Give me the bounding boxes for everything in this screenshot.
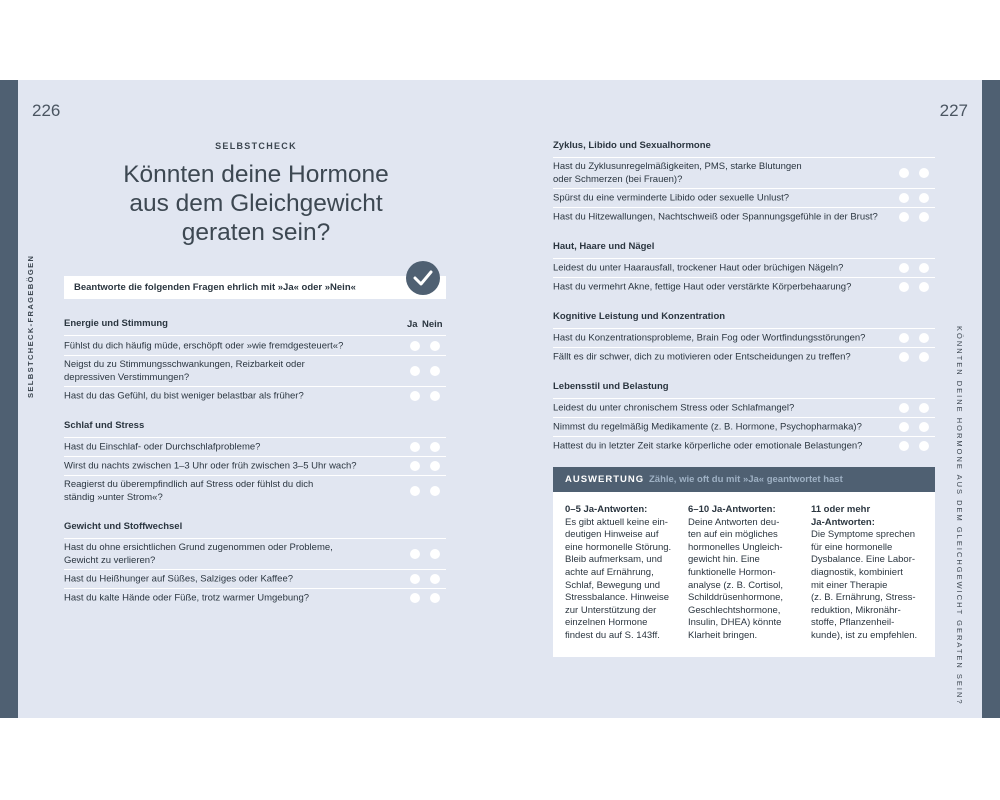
question-line: Gewicht zu verlieren? bbox=[64, 555, 156, 566]
title-line: Könnten deine Hormone bbox=[123, 161, 389, 188]
result-line: Geschlechtshormone, bbox=[688, 604, 781, 616]
answer-yes-circle-icon[interactable] bbox=[899, 352, 909, 362]
question-text bbox=[64, 592, 309, 605]
question-line: Leidest du unter chronischem Stress oder Schlafmangel? bbox=[553, 402, 795, 414]
result-line: Klarheit bringen. bbox=[688, 629, 758, 641]
page-title bbox=[80, 160, 432, 247]
question-text bbox=[553, 160, 802, 186]
answer-yes-circle-icon[interactable] bbox=[410, 341, 420, 351]
question-line: Leidest du unter Haarausfall, trockener Haut oder brüchigen Nägeln? bbox=[553, 262, 844, 274]
side-label-left: SELBSTCHECK-FRAGEBÖGEN bbox=[26, 254, 35, 398]
result-label: AUSWERTUNG bbox=[565, 474, 645, 485]
column-header-no: Nein bbox=[422, 319, 443, 330]
answer-no-circle-icon[interactable] bbox=[430, 461, 440, 471]
answer-yes-circle-icon[interactable] bbox=[410, 549, 420, 559]
result-line: hormonelles Ungleich- bbox=[688, 541, 783, 553]
question-row bbox=[64, 355, 446, 386]
answer-no-circle-icon[interactable] bbox=[919, 441, 929, 451]
answer-yes-circle-icon[interactable] bbox=[410, 593, 420, 603]
answer-no-circle-icon[interactable] bbox=[919, 422, 929, 432]
question-row bbox=[64, 475, 446, 506]
result-line: für eine hormonelle bbox=[811, 541, 893, 553]
section-title: Haut, Haare und Nägel bbox=[553, 241, 655, 252]
question-row bbox=[64, 588, 446, 607]
question-row bbox=[553, 398, 935, 417]
result-line: mit einer Therapie bbox=[811, 579, 888, 591]
answer-no-circle-icon[interactable] bbox=[919, 352, 929, 362]
result-line: Dysbalance. Eine Labor- bbox=[811, 554, 916, 566]
question-row bbox=[64, 335, 446, 355]
answer-no-circle-icon[interactable] bbox=[430, 574, 440, 584]
question-line: Hast du Heißhunger auf Süßes, Salziges oder Kaffee? bbox=[64, 573, 294, 585]
answer-yes-circle-icon[interactable] bbox=[410, 442, 420, 452]
result-heading: 0–5 Ja-Antworten: bbox=[565, 504, 648, 515]
result-column bbox=[811, 504, 929, 643]
question-row bbox=[553, 157, 935, 188]
result-line: gewicht hin. Eine bbox=[688, 554, 760, 566]
question-text bbox=[64, 441, 260, 454]
result-line: achte auf Ernährung, bbox=[565, 566, 654, 578]
result-line: stoffe, Pflanzenheil- bbox=[811, 617, 895, 629]
result-line: funktionelle Hormon- bbox=[688, 566, 776, 578]
page-number-right: 227 bbox=[939, 101, 968, 120]
title-line: geraten sein? bbox=[181, 219, 331, 246]
answer-no-circle-icon[interactable] bbox=[430, 486, 440, 496]
section-title: Kognitive Leistung und Konzentration bbox=[553, 311, 726, 322]
answer-no-circle-icon[interactable] bbox=[919, 333, 929, 343]
answer-no-circle-icon[interactable] bbox=[430, 442, 440, 452]
section-title: Schlaf und Stress bbox=[64, 420, 145, 431]
answer-no-circle-icon[interactable] bbox=[919, 263, 929, 273]
result-line: Es gibt aktuell keine ein- bbox=[565, 516, 668, 528]
answer-yes-circle-icon[interactable] bbox=[899, 441, 909, 451]
result-line: diagnostik, kombiniert bbox=[811, 566, 903, 578]
page-number-left: 226 bbox=[32, 101, 61, 120]
section-title: Lebensstil und Belastung bbox=[553, 381, 669, 392]
result-note: Zähle, wie oft du mit »Ja« geantwortet hast bbox=[649, 474, 843, 485]
result-box bbox=[553, 492, 935, 657]
result-line: deutigen Hinweise auf bbox=[565, 529, 659, 541]
question-row bbox=[553, 417, 935, 436]
result-line: findest du auf S. 143ff. bbox=[565, 629, 660, 641]
question-text bbox=[553, 440, 862, 453]
column-header-yes: Ja bbox=[407, 319, 418, 330]
question-text bbox=[553, 421, 862, 434]
question-text bbox=[553, 332, 865, 345]
question-line: Hast du Hitzewallungen, Nachtschweiß oder Spannungsgefühle in der Brust? bbox=[553, 211, 878, 223]
instruction-box: Beantworte die folgenden Fragen ehrlich mit »Ja« oder »Nein« bbox=[64, 276, 446, 299]
result-line: Schilddrüsenhormone, bbox=[688, 592, 784, 604]
result-column bbox=[565, 504, 683, 643]
question-row bbox=[553, 277, 935, 296]
answer-yes-circle-icon[interactable] bbox=[899, 168, 909, 178]
question-row bbox=[64, 569, 446, 588]
answer-no-circle-icon[interactable] bbox=[919, 403, 929, 413]
section-title: Energie und Stimmung bbox=[64, 318, 168, 329]
result-line: Deine Antworten deu- bbox=[688, 516, 780, 528]
question-row bbox=[553, 207, 935, 226]
answer-yes-circle-icon[interactable] bbox=[899, 282, 909, 292]
result-line: analyse (z. B. Cortisol, bbox=[688, 579, 784, 591]
question-row bbox=[64, 538, 446, 569]
kicker: SELBSTCHECK bbox=[215, 141, 297, 151]
question-text bbox=[553, 262, 843, 275]
result-heading: Ja-Antworten: bbox=[811, 516, 875, 528]
result-column bbox=[688, 504, 806, 643]
question-text bbox=[64, 390, 304, 403]
question-row bbox=[64, 437, 446, 456]
answer-yes-circle-icon[interactable] bbox=[899, 403, 909, 413]
question-line: Hast du vermehrt Akne, fettige Haut oder verstärkte Körperbehaarung? bbox=[553, 281, 852, 293]
question-row bbox=[553, 188, 935, 207]
answer-no-circle-icon[interactable] bbox=[919, 212, 929, 222]
result-text bbox=[565, 517, 683, 643]
answer-yes-circle-icon[interactable] bbox=[899, 333, 909, 343]
section-title: Zyklus, Libido und Sexualhormone bbox=[553, 140, 711, 151]
result-line: Stressbalance. Hinweise bbox=[565, 592, 670, 604]
question-line: Hattest du in letzter Zeit starke körperliche oder emotionale Belastungen? bbox=[553, 440, 863, 452]
question-line: Hast du das Gefühl, du bist weniger belastbar als früher? bbox=[64, 390, 304, 402]
answer-no-circle-icon[interactable] bbox=[430, 366, 440, 376]
answer-no-circle-icon[interactable] bbox=[430, 549, 440, 559]
question-line: oder Schmerzen (bei Frauen)? bbox=[553, 174, 683, 185]
result-heading: 11 oder mehr bbox=[811, 504, 871, 515]
result-line: ten auf ein mögliches bbox=[688, 529, 778, 541]
answer-no-circle-icon[interactable] bbox=[430, 341, 440, 351]
answer-no-circle-icon[interactable] bbox=[919, 193, 929, 203]
result-line: Schlaf, Bewegung und bbox=[565, 579, 661, 591]
side-label-right: KÖNNTEN DEINE HORMONE AUS DEM GLEICHGEWICHT GERATEN SEIN? bbox=[955, 326, 964, 706]
result-line: Bleib aufmerksam, und bbox=[565, 554, 663, 566]
question-line: Nimmst du regelmäßig Medikamente (z. B. Hormone, Psychopharmaka)? bbox=[553, 421, 862, 433]
question-row bbox=[553, 258, 935, 277]
question-line: ständig »unter Strom«? bbox=[64, 492, 163, 503]
answer-no-circle-icon[interactable] bbox=[430, 391, 440, 401]
question-text bbox=[64, 478, 313, 504]
result-line: Insulin, DHEA) könnte bbox=[688, 617, 782, 629]
question-row bbox=[553, 347, 935, 366]
answer-yes-circle-icon[interactable] bbox=[899, 422, 909, 432]
answer-no-circle-icon[interactable] bbox=[430, 593, 440, 603]
question-text bbox=[64, 339, 343, 352]
section-title: Gewicht und Stoffwechsel bbox=[64, 521, 183, 532]
question-row bbox=[553, 328, 935, 347]
checkmark-circle-icon bbox=[406, 261, 440, 295]
result-line: einzelnen Hormone bbox=[565, 617, 648, 629]
left-edge-bar bbox=[0, 80, 18, 718]
question-line: Neigst du zu Stimmungsschwankungen, Reizbarkeit oder bbox=[64, 359, 305, 370]
result-line: zur Unterstützung der bbox=[565, 604, 657, 616]
result-line: (z. B. Ernährung, Stress- bbox=[811, 592, 916, 604]
answer-yes-circle-icon[interactable] bbox=[410, 574, 420, 584]
question-line: Spürst du eine verminderte Libido oder sexuelle Unlust? bbox=[553, 192, 790, 204]
right-edge-bar bbox=[982, 80, 1000, 718]
answer-yes-circle-icon[interactable] bbox=[899, 263, 909, 273]
result-line: reduktion, Mikronähr- bbox=[811, 604, 901, 616]
result-heading: 6–10 Ja-Antworten: bbox=[688, 504, 776, 515]
answer-no-circle-icon[interactable] bbox=[919, 282, 929, 292]
question-text bbox=[64, 358, 305, 384]
question-text bbox=[64, 541, 333, 567]
question-row bbox=[553, 436, 935, 455]
answer-yes-circle-icon[interactable] bbox=[410, 486, 420, 496]
title-line: aus dem Gleichgewicht bbox=[129, 190, 383, 217]
question-line: Reagierst du überempfindlich auf Stress oder fühlst du dich bbox=[64, 479, 314, 490]
question-row bbox=[64, 386, 446, 405]
result-text bbox=[811, 529, 929, 642]
question-line: Hast du ohne ersichtlichen Grund zugenommen oder Probleme, bbox=[64, 542, 333, 553]
answer-yes-circle-icon[interactable] bbox=[410, 366, 420, 376]
result-line: eine hormonelle Störung. bbox=[565, 541, 672, 553]
result-header bbox=[553, 467, 935, 492]
question-line: Hast du Einschlaf- oder Durchschlafprobleme? bbox=[64, 441, 261, 453]
answer-yes-circle-icon[interactable] bbox=[899, 212, 909, 222]
result-line: kunde), ist zu empfehlen. bbox=[811, 629, 918, 641]
question-text bbox=[553, 351, 851, 364]
result-text bbox=[688, 517, 806, 643]
question-text bbox=[553, 281, 851, 294]
answer-yes-circle-icon[interactable] bbox=[410, 391, 420, 401]
question-line: Fällt es dir schwer, dich zu motivieren oder Entscheidungen zu treffen? bbox=[553, 351, 851, 363]
question-text bbox=[553, 402, 794, 415]
question-line: Fühlst du dich häufig müde, erschöpft oder »wie fremdgesteuert«? bbox=[64, 340, 344, 351]
answer-no-circle-icon[interactable] bbox=[919, 168, 929, 178]
result-line: Die Symptome sprechen bbox=[811, 529, 916, 541]
question-line: depressiven Verstimmungen? bbox=[64, 372, 190, 383]
question-line: Hast du kalte Hände oder Füße, trotz warmer Umgebung? bbox=[64, 592, 310, 604]
question-text bbox=[64, 573, 293, 586]
answer-yes-circle-icon[interactable] bbox=[410, 461, 420, 471]
question-text bbox=[64, 460, 357, 473]
book-spread bbox=[0, 80, 1000, 718]
question-line: Hast du Zyklusunregelmäßigkeiten, PMS, starke Blutungen bbox=[553, 161, 802, 172]
question-row bbox=[64, 456, 446, 475]
question-text bbox=[553, 192, 789, 205]
question-text bbox=[553, 211, 878, 224]
question-line: Hast du Konzentrationsprobleme, Brain Fog oder Wortfindungsstörungen? bbox=[553, 332, 866, 344]
question-line: Wirst du nachts zwischen 1–3 Uhr oder früh zwischen 3–5 Uhr wach? bbox=[64, 460, 357, 472]
answer-yes-circle-icon[interactable] bbox=[899, 193, 909, 203]
